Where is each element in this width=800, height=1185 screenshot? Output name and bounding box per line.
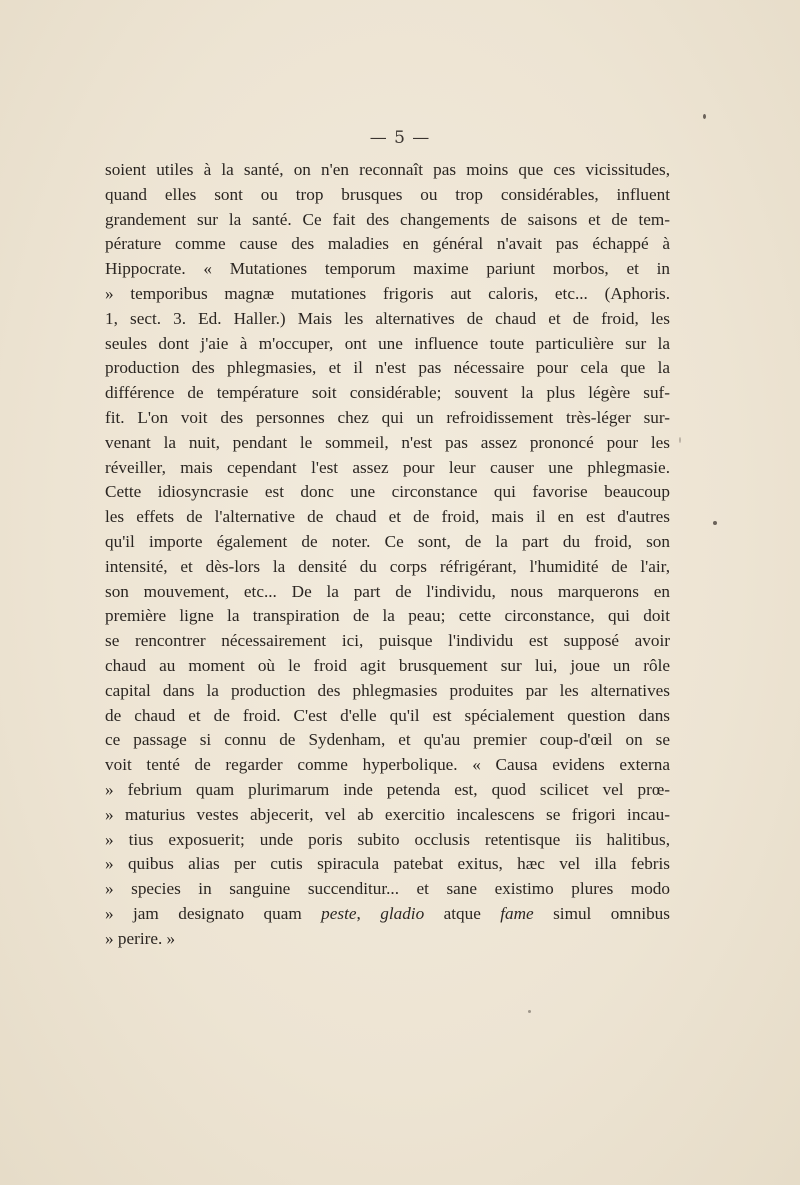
text-line: soient utiles à la santé, on n'en reconnaît pas moins que ces vicissitudes, xyxy=(105,160,670,179)
text-line: pérature comme cause des maladies en général n'avait pas échappé à xyxy=(105,234,670,254)
text-line: Hippocrate. « Mutationes temporum maxime pariunt morbos, et in xyxy=(105,259,670,279)
italic-word-gladio: gladio xyxy=(380,903,425,923)
text-line: production des phlegmasies, et il n'est pas nécessaire pour cela que la xyxy=(105,358,670,378)
italic-word-fame: fame xyxy=(500,903,534,923)
text-line: quand elles sont ou trop brusques ou trop considérables, influent xyxy=(105,184,670,204)
italic-word-peste: peste xyxy=(321,903,357,923)
text-line: qu'il importe également de noter. Ce sont, de la part du froid, son xyxy=(105,531,670,551)
text-line: venant la nuit, pendant le sommeil, n'est pas assez prononcé pour les xyxy=(105,432,670,452)
text-line: ce passage si connu de Sydenham, et qu'au premier coup-d'œil on se xyxy=(105,730,670,750)
text-segment: atque xyxy=(424,903,501,923)
page-number: — 5 — xyxy=(369,128,431,148)
text-segment: , xyxy=(356,903,381,923)
text-line: de chaud et de froid. C'est d'elle qu'il est spécialement question dans xyxy=(105,705,670,725)
text-line: » maturius vestes abjecerit, vel ab exercitio incalescens se frigori incau- xyxy=(105,804,670,824)
paper-speck xyxy=(703,114,706,119)
text-line: son mouvement, etc... De la part de l'individu, nous marquerons en xyxy=(105,581,670,601)
text-line: différence de température soit considérable; souvent la plus légère suf- xyxy=(105,383,670,403)
text-line: les effets de l'alternative de chaud et de froid, mais il en est d'autres xyxy=(105,507,670,527)
text-line: » temporibus magnæ mutationes frigoris aut caloris, etc... (Aphoris. xyxy=(105,283,670,303)
text-line: fit. L'on voit des personnes chez qui un refroidissement très-léger sur- xyxy=(105,407,670,427)
text-line-italic-words xyxy=(105,902,670,927)
text-line: » tius exposuerit; unde poris subito occlusis retentisque iis halitibus, xyxy=(105,829,670,849)
text-line: » species in sanguine succenditur... et sane existimo plures modo xyxy=(105,879,670,899)
text-line: grandement sur la santé. Ce fait des changements de saisons et de tem- xyxy=(105,209,670,229)
text-segment: simul omnibus xyxy=(533,903,670,923)
text-line: Cette idiosyncrasie est donc une circonstance qui favorise beaucoup xyxy=(105,482,670,502)
text-line: » quibus alias per cutis spiracula patebat exitus, hæc vel illa febris xyxy=(105,854,670,874)
paper-speck xyxy=(679,437,681,443)
text-line: capital dans la production des phlegmasies produites par les alternatives xyxy=(105,680,670,700)
text-line: première ligne la transpiration de la peau; cette circonstance, qui doit xyxy=(105,606,670,626)
text-line: seules dont j'aie à m'occuper, ont une influence toute particulière sur la xyxy=(105,333,670,353)
text-line: intensité, et dès-lors la densité du corps réfrigérant, l'humidité de l'air, xyxy=(105,556,670,576)
text-line: voit tenté de regarder comme hyperbolique. « Causa evidens externa xyxy=(105,755,670,775)
text-line: » febrium quam plurimarum inde petenda est, quod scilicet vel prœ- xyxy=(105,779,670,799)
paper-speck xyxy=(528,1010,531,1013)
text-line: réveiller, mais cependant l'est assez pour leur causer une phlegmasie. xyxy=(105,457,670,477)
text-line: se rencontrer nécessairement ici, puisque l'individu est supposé avoir xyxy=(105,631,670,651)
body-text xyxy=(105,158,670,952)
paper-speck xyxy=(713,521,717,525)
text-line-last: » perire. » xyxy=(105,928,176,948)
text-line: chaud au moment où le froid agit brusquement sur lui, joue un rôle xyxy=(105,655,670,675)
text-line: 1, sect. 3. Ed. Haller.) Mais les alternatives de chaud et de froid, les xyxy=(105,308,670,328)
text-segment: » jam designato quam xyxy=(105,903,322,923)
